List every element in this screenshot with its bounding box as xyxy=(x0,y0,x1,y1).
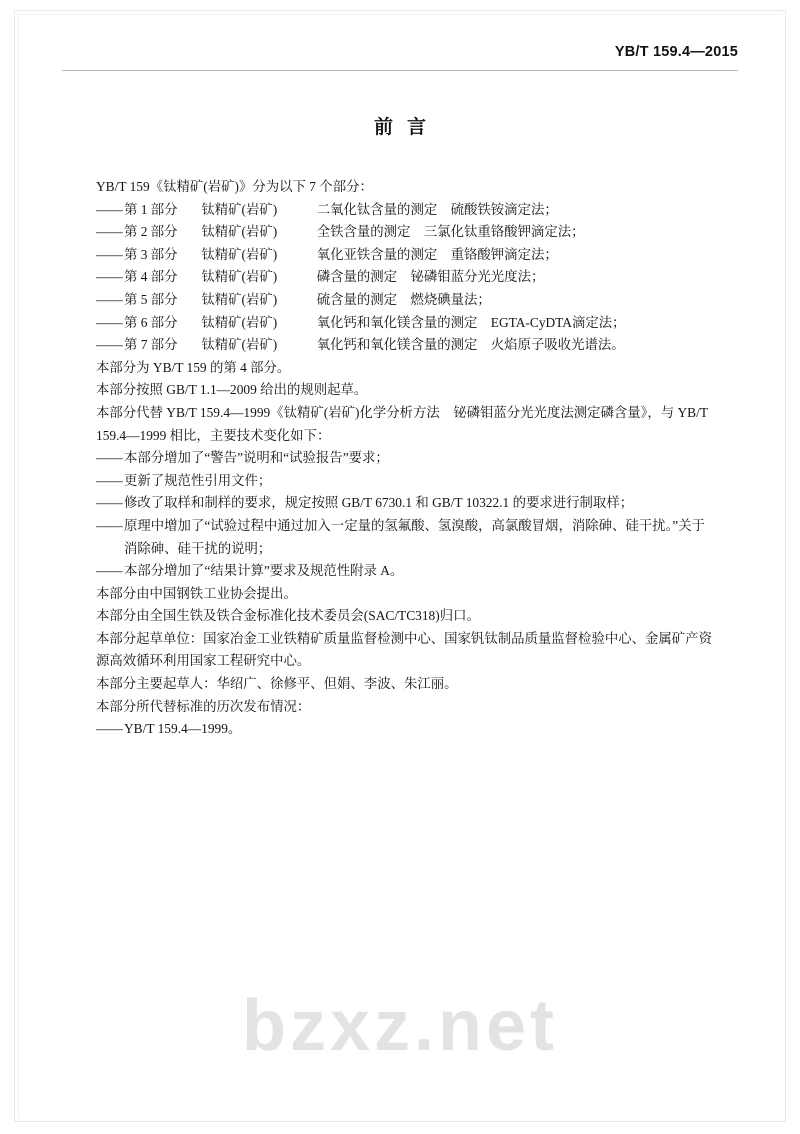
list-item xyxy=(96,221,716,244)
change-text: 原理中增加了“试验过程中通过加入一定量的氢氟酸、氢溴酸，高氯酸冒烟，消除砷、硅干扰。”关于消除砷、硅干扰的说明； xyxy=(124,517,705,556)
dash-marker: —— xyxy=(96,563,123,579)
change-text: 修改了取样和制样的要求，规定按照 GB/T 6730.1 和 GB/T 10322.1 的要求进行制取样； xyxy=(124,495,634,511)
change-item xyxy=(96,470,716,493)
list-item xyxy=(96,312,716,335)
ore-label: 钛精矿(岩矿) xyxy=(201,314,278,330)
ore-label: 钛精矿(岩矿) xyxy=(201,201,278,217)
list-item xyxy=(96,334,716,357)
change-text: 更新了规范性引用文件； xyxy=(124,472,272,488)
paragraph: 本部分主要起草人：华绍广、徐修平、但娟、李波、朱江丽。 xyxy=(96,676,458,692)
dash-marker: —— xyxy=(96,450,123,466)
part-label: 第 1 部分 xyxy=(124,201,178,217)
list-item xyxy=(96,244,716,267)
part-text: 氧化亚铁含量的测定 重铬酸钾滴定法； xyxy=(316,246,558,262)
change-item xyxy=(96,492,716,515)
paragraph: 本部分所代替标准的历次发布情况： xyxy=(96,698,311,714)
dash-marker: —— xyxy=(96,517,123,533)
ore-label: 钛精矿(岩矿) xyxy=(201,337,278,353)
part-text: 全铁含量的测定 三氯化钛重铬酸钾滴定法； xyxy=(316,224,585,240)
change-item xyxy=(96,447,716,470)
dash-marker: —— xyxy=(96,291,123,307)
ore-label: 钛精矿(岩矿) xyxy=(201,269,278,285)
dash-marker: —— xyxy=(96,269,123,285)
dash-marker: —— xyxy=(96,224,123,240)
part-label: 第 3 部分 xyxy=(124,246,178,262)
list-item xyxy=(96,266,716,289)
history-text: YB/T 159.4—1999。 xyxy=(124,721,242,737)
paragraph: 本部分代替 YB/T 159.4—1999《钛精矿(岩矿)化学分析方法 铋磷钼蓝分光光度法测定磷含量》，与 YB/T 159.4—1999 相比，主要技术变化如下： xyxy=(96,404,708,443)
part-text: 磷含量的测定 铋磷钼蓝分光光度法； xyxy=(316,269,545,285)
change-item xyxy=(96,560,716,583)
part-text: 氧化钙和氧化镁含量的测定 EGTA-CyDTA滴定法； xyxy=(316,314,626,330)
dash-marker: —— xyxy=(96,472,123,488)
dash-marker: —— xyxy=(96,246,123,262)
part-text: 二氧化钛含量的测定 硫酸铁铵滴定法； xyxy=(316,201,558,217)
list-item xyxy=(96,199,716,222)
part-label: 第 6 部分 xyxy=(124,314,178,330)
paragraph: 本部分按照 GB/T 1.1—2009 给出的规则起草。 xyxy=(96,382,368,398)
ore-label: 钛精矿(岩矿) xyxy=(201,291,278,307)
ore-label: 钛精矿(岩矿) xyxy=(201,246,278,262)
paragraph: 本部分由全国生铁及铁合金标准化技术委员会(SAC/TC318)归口。 xyxy=(96,608,480,624)
part-label: 第 2 部分 xyxy=(124,224,178,240)
document-body xyxy=(96,176,716,741)
paragraph: 本部分由中国钢铁工业协会提出。 xyxy=(96,585,297,601)
page-title: 前言 xyxy=(373,117,440,138)
part-label: 第 4 部分 xyxy=(124,269,178,285)
dash-marker: —— xyxy=(96,201,123,217)
part-label: 第 7 部分 xyxy=(124,337,178,353)
change-text: 本部分增加了“结果计算”要求及规范性附录 A。 xyxy=(124,563,404,579)
dash-marker: —— xyxy=(96,314,123,330)
part-text: 氧化钙和氧化镁含量的测定 火焰原子吸收光谱法。 xyxy=(316,337,625,353)
dash-marker: —— xyxy=(96,721,123,737)
list-item xyxy=(96,289,716,312)
change-text: 本部分增加了“警告”说明和“试验报告”要求； xyxy=(124,450,389,466)
dash-marker: —— xyxy=(96,495,123,511)
part-text: 硫含量的测定 燃烧碘量法； xyxy=(316,291,491,307)
watermark: bzxz.net xyxy=(241,986,559,1066)
header-rule xyxy=(62,70,738,71)
intro-line: YB/T 159《钛精矿(岩矿)》分为以下 7 个部分： xyxy=(96,179,373,194)
paragraph: 本部分为 YB/T 159 的第 4 部分。 xyxy=(96,359,291,375)
history-item xyxy=(96,718,716,741)
dash-marker: —— xyxy=(96,337,123,353)
page-header-standard-number: YB/T 159.4—2015 xyxy=(614,44,738,60)
change-item xyxy=(96,515,716,560)
ore-label: 钛精矿(岩矿) xyxy=(201,224,278,240)
part-label: 第 5 部分 xyxy=(124,291,178,307)
paragraph: 本部分起草单位：国家冶金工业铁精矿质量监督检测中心、国家钒钛制品质量监督检验中心、金属矿产资源高效循环利用国家工程研究中心。 xyxy=(96,630,712,669)
